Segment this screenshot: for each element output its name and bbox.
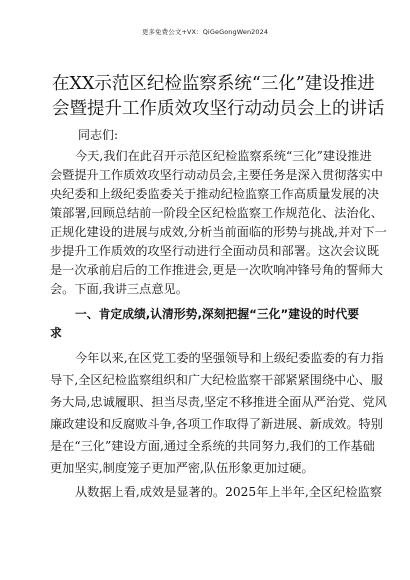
paragraph-1-line-4: 策部署,回顾总结前一阶段全区纪检监察工作规范化、法治化、 (50, 206, 383, 220)
paragraph-2-line-4: 廉政建设和反腐败斗争,各项工作取得了新进展、新成效。特别 (50, 417, 383, 431)
title-line-2: 会暨提升工作质效攻坚行动动员会上的讲话 (52, 99, 385, 119)
paragraph-1-line-1: 今天,我们在此召开示范区纪检监察系统“三化”建设推进 (75, 149, 372, 163)
document-title (52, 72, 385, 122)
paragraph-2-line-2: 导下,全区纪检监察组织和广大纪检监察干部紧紧围绕中心、服 (50, 373, 383, 387)
paragraph-1-line-7: 是一次承前启后的工作推进会,更是一次吹响冲锋号角的誓师大 (50, 263, 383, 277)
paragraph-2-line-5: 是在“三化”建设方面,通过全系统的共同努力,我们的工作基础 (50, 439, 375, 453)
paragraph-2-line-3: 务大局,忠诚履职、担当尽责,坚定不移推进全面从严治党、党风 (50, 395, 387, 409)
section-heading-1-line-2: 求 (50, 326, 62, 340)
paragraph-3-line-1: 从数据上看,成效是显著的。2025年上半年,全区纪检监察 (75, 485, 382, 499)
title-line-1: 在XX示范区纪检监察系统“三化”建设推进 (52, 74, 375, 94)
paragraph-1-line-5: 正规化建设的进展与成效,分析当前面临的形势与挑战,并对下一 (50, 225, 387, 239)
paragraph-2-line-6: 更加坚实,制度笼子更加严密,队伍形象更加过硬。 (50, 461, 314, 475)
paragraph-1-line-8: 会。下面,我讲三点意见。 (50, 282, 188, 296)
salutation: 同志们: (78, 128, 119, 142)
paragraph-1-line-2: 会暨提升工作质效攻坚行动动员会,主要任务是深入贯彻落实中 (50, 168, 383, 182)
header-note: 更多免费公文+VX：QiGeGongWen2024 (141, 28, 269, 36)
paragraph-1-line-3: 央纪委和上级纪委监委关于推动纪检监察工作高质量发展的决 (50, 187, 380, 201)
paragraph-2-line-1: 今年以来,在区党工委的坚强领导和上级纪委监委的有力指 (75, 351, 384, 365)
section-heading-1-line-1: 一、肯定成绩,认清形势,深刻把握“三化”建设的时代要 (75, 307, 360, 321)
paragraph-1-line-6: 步提升工作质效的攻坚行动进行全面动员和部署。这次会议既 (50, 244, 380, 258)
